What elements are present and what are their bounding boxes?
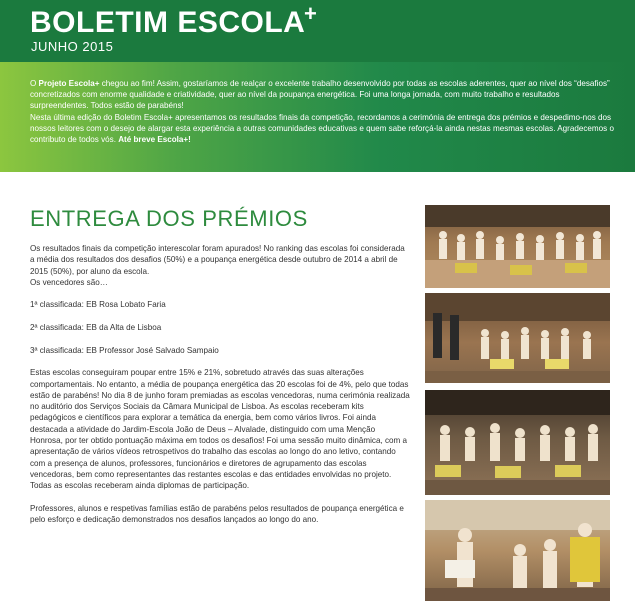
- section-title: ENTREGA DOS PRÉMIOS: [30, 206, 308, 231]
- article-paragraph: Professores, alunos e respetivas famílias estão de parabéns pelos resultados de poupança energética e pelo esforço e dedicação demonstrados nos desafios lançados ao longo do ano.: [30, 503, 404, 525]
- winner-3: 3ª classificada: EB Professor José Salvado Sampaio: [30, 345, 219, 355]
- photo-2-illustration: [425, 293, 610, 383]
- photo-3-illustration: [425, 390, 610, 495]
- article-paragraph: Os resultados finais da competição interescolar foram apurados! No ranking das escolas foi considerada a média dos resultados dos desafios (50%) e a poupança energética desde outubro de 2014 a abril de 2015 (50%), por aluno da escola.: [30, 244, 405, 276]
- intro-paragraph-1: O Projeto Escola+ chegou ao fim! Assim, gostaríamos de realçar o excelente trabalho desenvolvido por todas as escolas aderentes, quer ao nível dos “desafios” concretizados com enorme qualidade e criatividade, quer ao nível da poupança energética. Foi uma longa jornada, com muito trabalho e resultados surpreendentes. Todos estão de parabéns!: [30, 79, 610, 111]
- photo-award-group-4: [425, 500, 610, 601]
- photo-4-illustration: [425, 500, 610, 601]
- photo-award-group-3: [425, 390, 610, 495]
- photo-award-group-2: [425, 293, 610, 383]
- intro-paragraph-2: Nesta última edição do Boletim Escola+ apresentamos os resultados finais da competição, recordamos a cerimónia de entrega dos prémios e despedimo-nos dos nossos leitores com o desejo de alargar esta experiência a outras comunidades educativas e quem sabe reforçá-la ainda nestas mesmas escolas. Agradecemos o contributo de todos vós. Até breve Escola+!: [30, 112, 614, 145]
- article-paragraph: Os vencedores são…: [30, 277, 108, 287]
- photo-1-illustration: [425, 205, 610, 288]
- article-body: [30, 243, 410, 525]
- winner-2: 2ª classificada: EB da Alta de Lisboa: [30, 323, 162, 333]
- winner-1: 1ª classificada: EB Rosa Lobato Faria: [30, 300, 166, 310]
- photo-award-group-1: [425, 205, 610, 288]
- intro-text: [30, 78, 620, 145]
- article-paragraph: Estas escolas conseguiram poupar entre 15% e 21%, sobretudo através das suas alterações comportamentais. No entanto, a média de poupança energética das 20 escolas foi de 4%, pelo que todas estão de parabéns! No dia 8 de junho foram premiadas as escolas vencedoras, numa cerimónia realizada no auditório dos Serviços Sociais da Câmara Municipal de Lisboa. As escolas receberam kits pedagógicos e científicos para explorar a temática da energia, bem como vários livros. Foi ainda destacada a atividade do Jardim-Escola João de Deus – Alvalade, distinguido com uma Menção Honrosa, por ter obtido pontuação máxima em todos os desafios! Foi uma sessão muito dinâmica, com a apresentação de vários vídeos retrospetivos do trabalho das escolas ao longo do ano letivo, contando com a presença de alunos, professores, funcionários e diretores de agrupamento das escolas vencedoras, bem como representantes das restantes escolas e das entidades envolvidas no projeto. Todas as escolas receberam ainda diplomas de participação.: [30, 368, 410, 491]
- header-banner: [0, 0, 635, 62]
- newsletter-title: BOLETIM ESCOLA: [30, 6, 306, 39]
- newsletter-date: JUNHO 2015: [31, 39, 114, 54]
- title-plus-sign: +: [304, 1, 317, 26]
